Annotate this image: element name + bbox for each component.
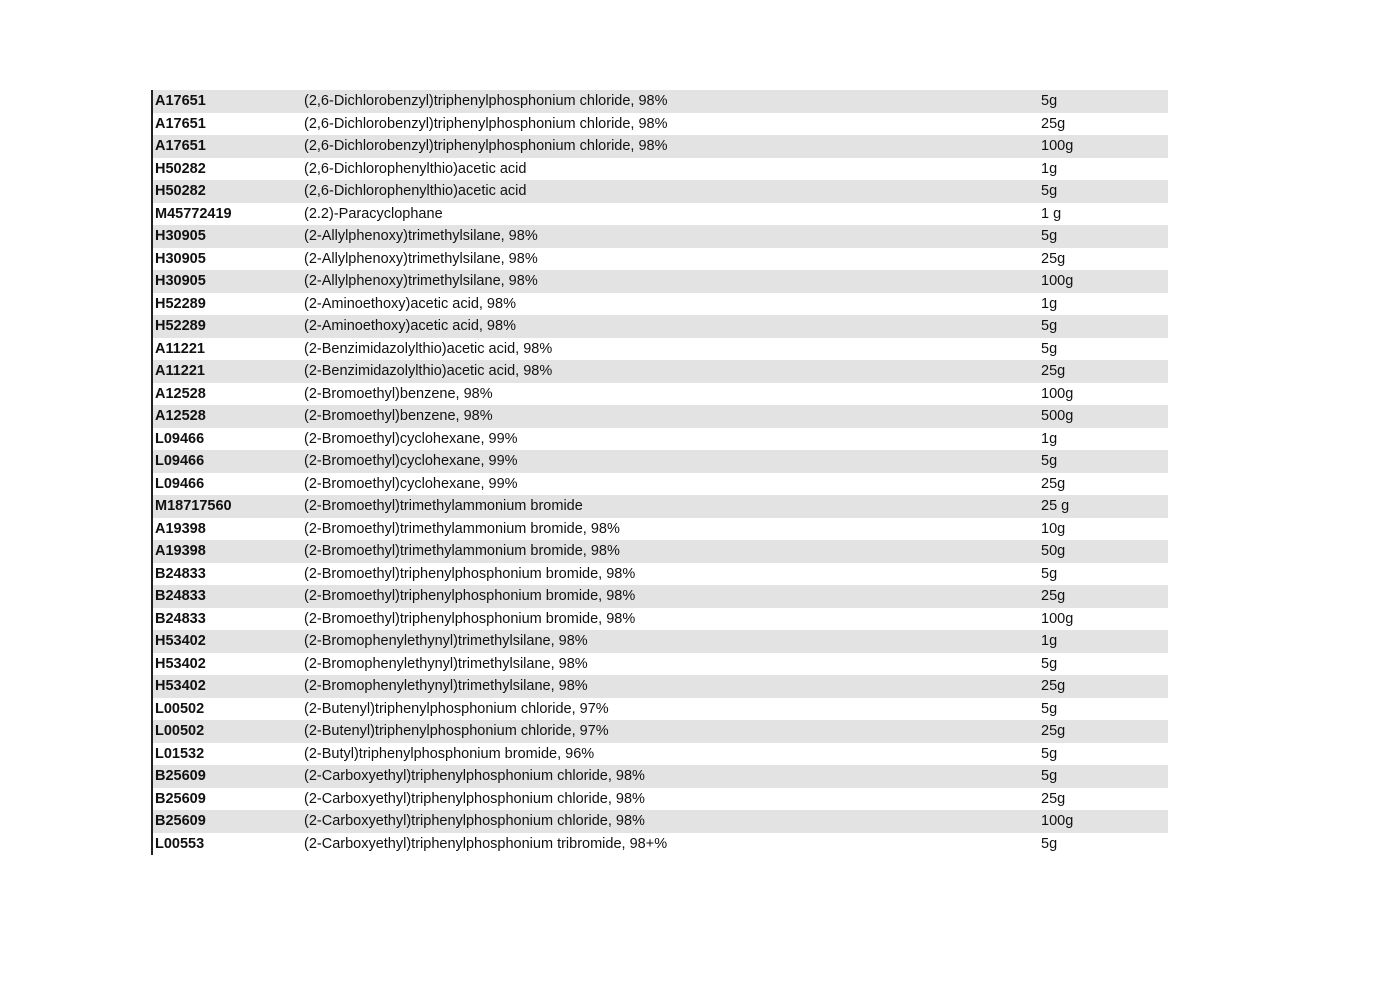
table-row [153,203,1168,226]
product-code: L00553 [155,835,205,852]
product-quantity: 5g [1041,745,1058,762]
table-row [153,653,1168,676]
product-code: M18717560 [155,498,232,514]
product-quantity: 5g [1041,700,1058,717]
table-row [153,473,1168,496]
product-code: B25609 [155,768,206,784]
product-code: A11221 [155,363,205,379]
product-name: (2,6-Dichlorobenzyl)triphenylphosphonium chloride, 98% [304,138,668,154]
product-name: (2,6-Dichlorophenylthio)acetic acid [304,183,527,199]
table-row [153,135,1168,158]
product-name: (2,6-Dichlorobenzyl)triphenylphosphonium chloride, 98% [304,93,668,109]
product-code: H53402 [155,678,206,694]
table-row [153,540,1168,563]
product-quantity: 25g [1041,588,1066,604]
product-quantity: 5g [1041,228,1058,244]
table-row [153,495,1168,518]
table-row [153,698,1168,721]
table-row [153,608,1168,631]
product-code: H53402 [155,633,206,649]
product-code: A17651 [155,138,206,154]
table-row [153,158,1168,181]
product-quantity: 5g [1041,655,1058,672]
product-name: (2-Allylphenoxy)trimethylsilane, 98% [304,250,538,267]
table-row [153,788,1168,811]
product-code: A17651 [155,115,206,132]
table-row [153,180,1168,203]
product-code: H50282 [155,160,206,177]
table-row [153,743,1168,766]
product-code: B24833 [155,588,206,604]
product-name: (2-Allylphenoxy)trimethylsilane, 98% [304,228,538,244]
table-row [153,720,1168,743]
product-quantity: 100g [1041,813,1074,829]
product-name: (2-Aminoethoxy)acetic acid, 98% [304,318,516,334]
product-code: M45772419 [155,205,232,222]
product-quantity: 25g [1041,363,1066,379]
product-name: (2.2)-Paracyclophane [304,205,443,222]
product-code: B25609 [155,813,206,829]
table-row [153,518,1168,541]
table-row [153,360,1168,383]
product-name: (2-Bromoethyl)trimethylammonium bromide, 98% [304,543,620,559]
product-name: (2,6-Dichlorophenylthio)acetic acid [304,160,527,177]
product-quantity: 25g [1041,115,1066,132]
product-code: H30905 [155,273,206,289]
table-row [153,315,1168,338]
table-row [153,630,1168,653]
product-code: A19398 [155,543,206,559]
table-row [153,113,1168,136]
product-quantity: 1g [1041,633,1058,649]
product-quantity: 5g [1041,93,1058,109]
table-row [153,585,1168,608]
product-name: (2-Benzimidazolylthio)acetic acid, 98% [304,363,553,379]
product-name: (2-Bromoethyl)trimethylammonium bromide, 98% [304,520,620,537]
product-code: L09466 [155,453,205,469]
product-name: (2-Aminoethoxy)acetic acid, 98% [304,295,516,312]
product-code: A19398 [155,520,206,537]
table-row [153,225,1168,248]
product-quantity: 100g [1041,138,1074,154]
product-code: B25609 [155,790,206,807]
product-code: L09466 [155,475,205,492]
product-table [151,90,1168,855]
product-quantity: 1g [1041,430,1058,447]
product-code: H53402 [155,655,206,672]
product-quantity: 1g [1041,160,1058,177]
product-code: L09466 [155,430,205,447]
product-code: L00502 [155,700,205,717]
product-name: (2-Bromoethyl)triphenylphosphonium bromide, 98% [304,565,636,582]
table-row [153,248,1168,271]
product-quantity: 5g [1041,768,1058,784]
product-quantity: 5g [1041,565,1058,582]
product-name: (2-Bromoethyl)triphenylphosphonium bromide, 98% [304,588,636,604]
table-row [153,383,1168,406]
table-row [153,405,1168,428]
product-name: (2-Bromophenylethynyl)trimethylsilane, 98% [304,633,588,649]
table-row [153,810,1168,833]
product-quantity: 1g [1041,295,1058,312]
product-name: (2-Butyl)triphenylphosphonium bromide, 96% [304,745,595,762]
product-quantity: 25g [1041,250,1066,267]
product-name: (2-Carboxyethyl)triphenylphosphonium chloride, 98% [304,768,645,784]
product-name: (2-Benzimidazolylthio)acetic acid, 98% [304,340,553,357]
product-quantity: 100g [1041,385,1074,402]
product-name: (2-Bromoethyl)cyclohexane, 99% [304,430,518,447]
product-quantity: 25g [1041,723,1066,739]
product-quantity: 25 g [1041,498,1070,514]
table-row [153,833,1168,856]
product-code: B24833 [155,610,206,627]
product-quantity: 5g [1041,340,1058,357]
table-row [153,765,1168,788]
table-row [153,90,1168,113]
product-quantity: 5g [1041,183,1058,199]
product-quantity: 5g [1041,835,1058,852]
product-name: (2-Carboxyethyl)triphenylphosphonium tribromide, 98+% [304,835,668,852]
product-code: A12528 [155,408,206,424]
product-quantity: 5g [1041,318,1058,334]
product-code: L01532 [155,745,205,762]
product-quantity: 1 g [1041,205,1062,222]
table-row [153,270,1168,293]
product-name: (2,6-Dichlorobenzyl)triphenylphosphonium chloride, 98% [304,115,668,132]
product-quantity: 500g [1041,408,1074,424]
product-quantity: 25g [1041,475,1066,492]
product-code: L00502 [155,723,205,739]
product-code: H50282 [155,183,206,199]
product-name: (2-Bromoethyl)benzene, 98% [304,385,493,402]
product-code: A17651 [155,93,206,109]
product-code: A11221 [155,340,205,357]
product-name: (2-Butenyl)triphenylphosphonium chloride, 97% [304,700,609,717]
product-name: (2-Bromoethyl)trimethylammonium bromide [304,498,583,514]
table-row [153,293,1168,316]
product-quantity: 25g [1041,678,1066,694]
product-quantity: 10g [1041,520,1066,537]
product-quantity: 100g [1041,610,1074,627]
table-row [153,563,1168,586]
table-row [153,450,1168,473]
table-row [153,675,1168,698]
table-row [153,338,1168,361]
product-code: A12528 [155,385,206,402]
product-name: (2-Bromoethyl)cyclohexane, 99% [304,475,518,492]
product-quantity: 100g [1041,273,1074,289]
product-code: H30905 [155,250,206,267]
product-name: (2-Bromophenylethynyl)trimethylsilane, 98% [304,678,588,694]
product-name: (2-Bromophenylethynyl)trimethylsilane, 98% [304,655,588,672]
product-quantity: 50g [1041,543,1066,559]
product-name: (2-Carboxyethyl)triphenylphosphonium chloride, 98% [304,790,645,807]
product-code: H52289 [155,295,206,312]
product-name: (2-Bromoethyl)triphenylphosphonium bromide, 98% [304,610,636,627]
product-name: (2-Allylphenoxy)trimethylsilane, 98% [304,273,538,289]
product-name: (2-Butenyl)triphenylphosphonium chloride, 97% [304,723,609,739]
product-code: H30905 [155,228,206,244]
product-name: (2-Carboxyethyl)triphenylphosphonium chloride, 98% [304,813,645,829]
product-code: B24833 [155,565,206,582]
product-name: (2-Bromoethyl)benzene, 98% [304,408,493,424]
product-quantity: 25g [1041,790,1066,807]
product-quantity: 5g [1041,453,1058,469]
product-name: (2-Bromoethyl)cyclohexane, 99% [304,453,518,469]
table-row [153,428,1168,451]
product-code: H52289 [155,318,206,334]
